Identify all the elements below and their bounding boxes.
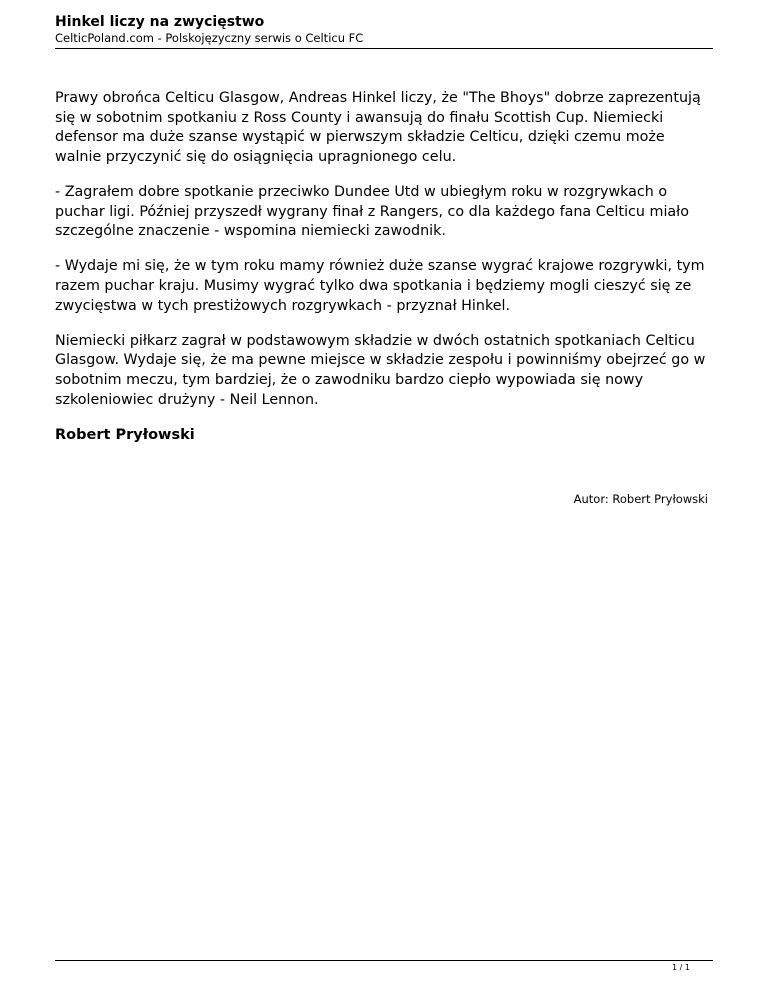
article-paragraph: - Wydaje mi się, że w tym roku mamy również duże szanse wygrać krajowe rozgrywki, tym razem puchar kraju. Musimy wygrać tylko dwa spotkania i będziemy mogli cieszyć się ze zwycięstwa w tych prestiżowych rozgrywkach - przyznał Hinkel. <box>55 258 705 314</box>
document-header <box>55 14 713 49</box>
article-signature: Robert Pryłowski <box>55 426 195 443</box>
footer-divider <box>55 960 713 961</box>
document-title: Hinkel liczy na zwycięstwo <box>55 14 265 30</box>
article-body <box>55 89 715 445</box>
article-paragraph: Prawy obrońca Celticu Glasgow, Andreas Hinkel liczy, że "The Bhoys" dobrze zaprezentują się w sobotnim spotkaniu z Ross County i awansują do finału Scottish Cup. Niemiecki defensor ma duże szanse wystąpić w pierwszym składzie Celticu, dzięki czemu może walnie przyczynić się do osiągnięcia upragnionego celu. <box>55 90 701 165</box>
author-line: Autor: Robert Pryłowski <box>573 492 708 506</box>
article-paragraph: - Zagrałem dobre spotkanie przeciwko Dundee Utd w ubiegłym roku w rozgrywkach o puchar ligi. Później przyszedł wygrany finał z Rangers, co dla każdego fana Celticu miało szczególne znaczenie - wspomina niemiecki zawodnik. <box>55 183 689 240</box>
page-number: 1 / 1 <box>672 963 690 972</box>
article-paragraph: Niemiecki piłkarz zagrał w podstawowym składzie w dwóch ostatnich spotkaniach Celticu Glasgow. Wydaje się, że ma pewne miejsce w składzie zespołu i powinniśmy obejrzeć go w sobotnim meczu, tym bardziej, że o zawodniku bardzo ciepło wypowiada się nowy szkoleniowiec drużyny - Neil Lennon. <box>55 332 706 408</box>
document-source: CelticPoland.com - Polskojęzyczny serwis o Celticu FC <box>55 31 364 45</box>
